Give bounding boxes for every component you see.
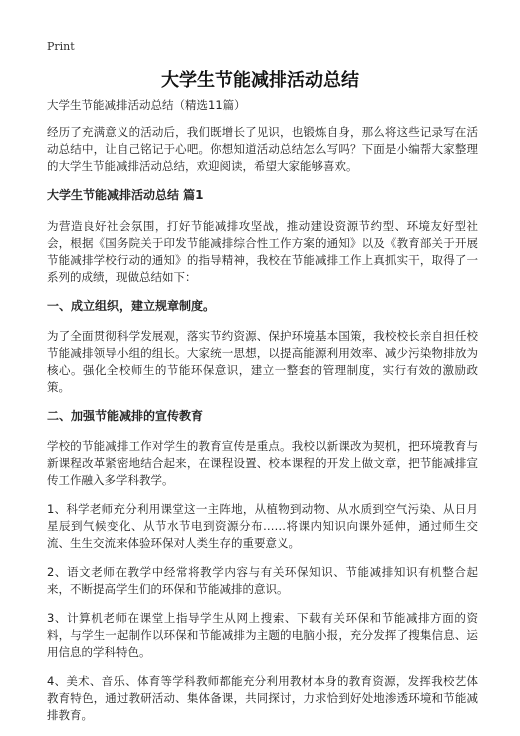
list-item: 1、科学老师充分利用课堂这一主阵地，从植物到动物、从水质到空气污染、从日月星辰到气候变化、从节水节电到资源分布……将课内知识向课外延伸，通过师生交流、生生交流来体验环保对人类生存的重要意义。: [47, 502, 478, 550]
section-title: 大学生节能减排活动总结 篇1: [47, 188, 204, 202]
heading-publicity: 二、加强节能减排的宣传教育: [47, 409, 204, 423]
organization-paragraph: 为了全面贯彻科学发展观，落实节约资源、保护环境基本国策，我校校长亲自担任校节能减排领导小组的组长。大家统一思想，以提高能源利用效率、减少污染物排放为核心。强化全校师生的节能环保意识，建立一整套的管理制度，实行有效的激励政策。: [47, 329, 478, 394]
list-item: 2、语文老师在教学中经常将教学内容与有关环保知识、节能减排知识有机整合起来，不断提高学生们的环保和节能减排的意识。: [47, 565, 478, 596]
list-item: 3、计算机老师在课堂上指导学生从网上搜索、下载有关环保和节能减排方面的资料，与学生一起制作以环保和节能减排为主题的电脑小报，充分发挥了搜集信息、运用信息的学科特色。: [47, 611, 478, 659]
document-subtitle: 大学生节能减排活动总结（精选11篇）: [47, 98, 246, 112]
print-link[interactable]: Print: [47, 40, 75, 53]
document-body: [47, 97, 478, 736]
page-title: 大学生节能减排活动总结: [161, 70, 359, 91]
list-item: 4、美术、音乐、体育等学科教师都能充分利用教材本身的教育资源，发挥我校艺体教育特色，通过教研活动、集体备课，共同探讨，力求恰到好处地渗透环境和节能减排教育。: [47, 674, 478, 722]
heading-organization: 一、成立组织，建立规章制度。: [47, 299, 216, 313]
publicity-paragraph: 学校的节能减排工作对学生的教育宣传是重点。我校以新课改为契机，把环境教育与新课程改革紧密地结合起来，在课程设置、校本课程的开发上做文章，把节能减排宣传工作融入多学科教学。: [47, 439, 478, 487]
section-intro-paragraph: 为营造良好社会氛围，打好节能减排攻坚战，推动建设资源节约型、环境友好型社会，根据《国务院关于印发节能减排综合性工作方案的通知》以及《教育部关于开展节能减排学校行动的通知》的指导精神，我校在节能减排工作上真抓实干，取得了一系列的成绩，现做总结如下：: [47, 219, 478, 284]
intro-paragraph: 经历了充满意义的活动后，我们既增长了见识，也锻炼自身，那么将这些记录写在活动总结中，让自己铭记于心吧。你想知道活动总结怎么写吗？下面是小编帮大家整理的大学生节能减排活动总结，欢迎阅读，希望大家能够喜欢。: [47, 125, 478, 173]
